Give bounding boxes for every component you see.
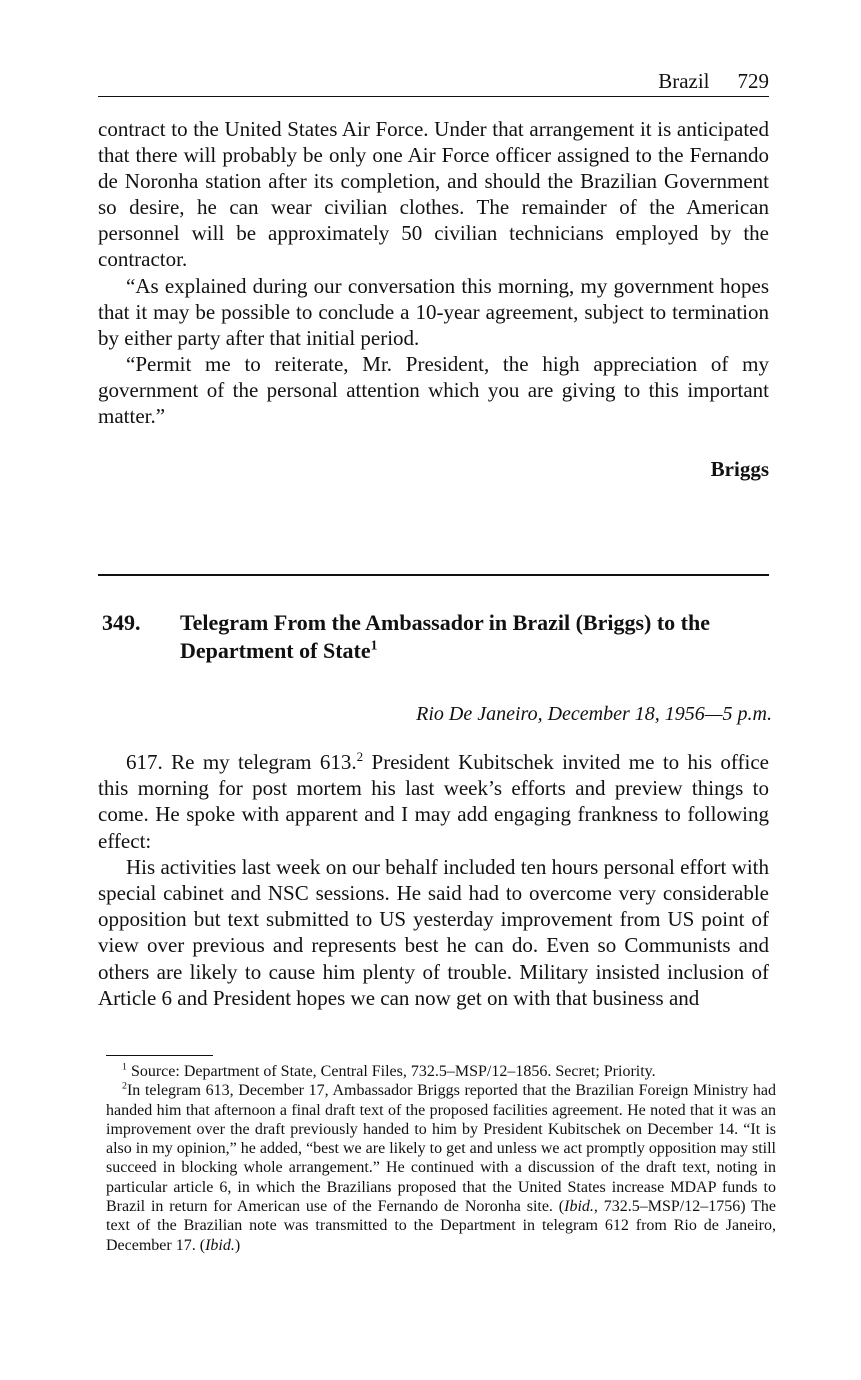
paragraph: contract to the United States Air Force. Under that arrangement it is anticipated that there will probably be only one Air Force officer assigned to the Fernando de Noronha station after its completion, and should the Brazilian Government so desire, he can wear civilian clothes. The remainder of the American personnel will be approximately 50 civilian technicians employed by the contractor. [98, 117, 769, 272]
footnote-text: , 732.5–MSP/12–1756) The text of the Brazilian note was transmitted to the Department in telegram 612 from Rio de Janeiro, December 17. ( [106, 1198, 776, 1254]
running-header [98, 66, 769, 97]
paragraph [98, 749, 769, 854]
document-title [180, 609, 780, 665]
page-number: 729 [737, 69, 769, 93]
document-title-text: Telegram From the Ambassador in Brazil (Briggs) to the Department of State [180, 610, 710, 663]
footnote-1 [106, 1062, 776, 1081]
footnote-mark: 2 [122, 1080, 127, 1092]
section-divider [98, 574, 769, 576]
ibid-reference: Ibid. [205, 1236, 235, 1254]
paragraph: “As explained during our conversation this morning, my government hopes that it may be possible to conclude a 10-year agreement, subject to termination by either party after that initial period. [98, 273, 769, 350]
telegram-body [98, 749, 769, 1011]
document-number: 349. [102, 610, 141, 635]
footnote-ref: 2 [356, 749, 364, 764]
ibid-reference: Ibid. [564, 1198, 594, 1216]
paragraph-text: President Kubitschek invited me to his office this morning for post mortem his last week’s efforts and preview things to come. He spoke with apparent and I may add engaging frankness to following effect: [98, 750, 769, 853]
paragraph-text: 617. Re my telegram 613. [126, 750, 357, 774]
footnote-text: Source: Department of State, Central Files, 732.5–MSP/12–1856. Secret; Priority. [126, 1063, 656, 1080]
signature: Briggs [710, 457, 769, 481]
paragraph: His activities last week on our behalf included ten hours personal effort with special cabinet and NSC sessions. He said had to overcome very considerable opposition but text submitted to US yesterday improvement from US point of view over previous and represents best he can do. Even so Communists and others are likely to cause him plenty of trouble. Military insisted inclusion of Article 6 and President hopes we can now get on with that business and [98, 854, 769, 1010]
dateline: Rio De Janeiro, December 18, 1956—5 p.m. [416, 703, 772, 725]
paragraph: “Permit me to reiterate, Mr. President, the high appreciation of my government of the personal attention which you are giving to this important matter.” [98, 351, 769, 429]
footnote-text: ) [234, 1236, 241, 1254]
footnote-2 [106, 1081, 776, 1255]
footnote-divider [106, 1055, 213, 1056]
footnote-text: In telegram 613, December 17, Ambassador Briggs reported that the Brazilian Foreign Ministry had handed him that afternoon a final draft text of the proposed facilities agreement. He noted that it was an improvement over the draft previously handed to him by President Kubitschek on December 14. “It is also in my opinion,” he added, “best we are likely to get and unless we act promptly opposition may still succeed in blocking whole arrangement.” He continued with a discussion of the draft text, noting in particular article 6, in which the Brazilians proposed that the United States increase MDAP funds to Brazil in return for American use of the Fernando de Noronha site. ( [106, 1082, 776, 1216]
header-section: Brazil [658, 69, 710, 93]
continuation-text [98, 116, 769, 429]
footnote-ref: 1 [370, 637, 378, 653]
footnote-mark: 1 [122, 1061, 127, 1073]
footnotes [106, 1062, 776, 1255]
